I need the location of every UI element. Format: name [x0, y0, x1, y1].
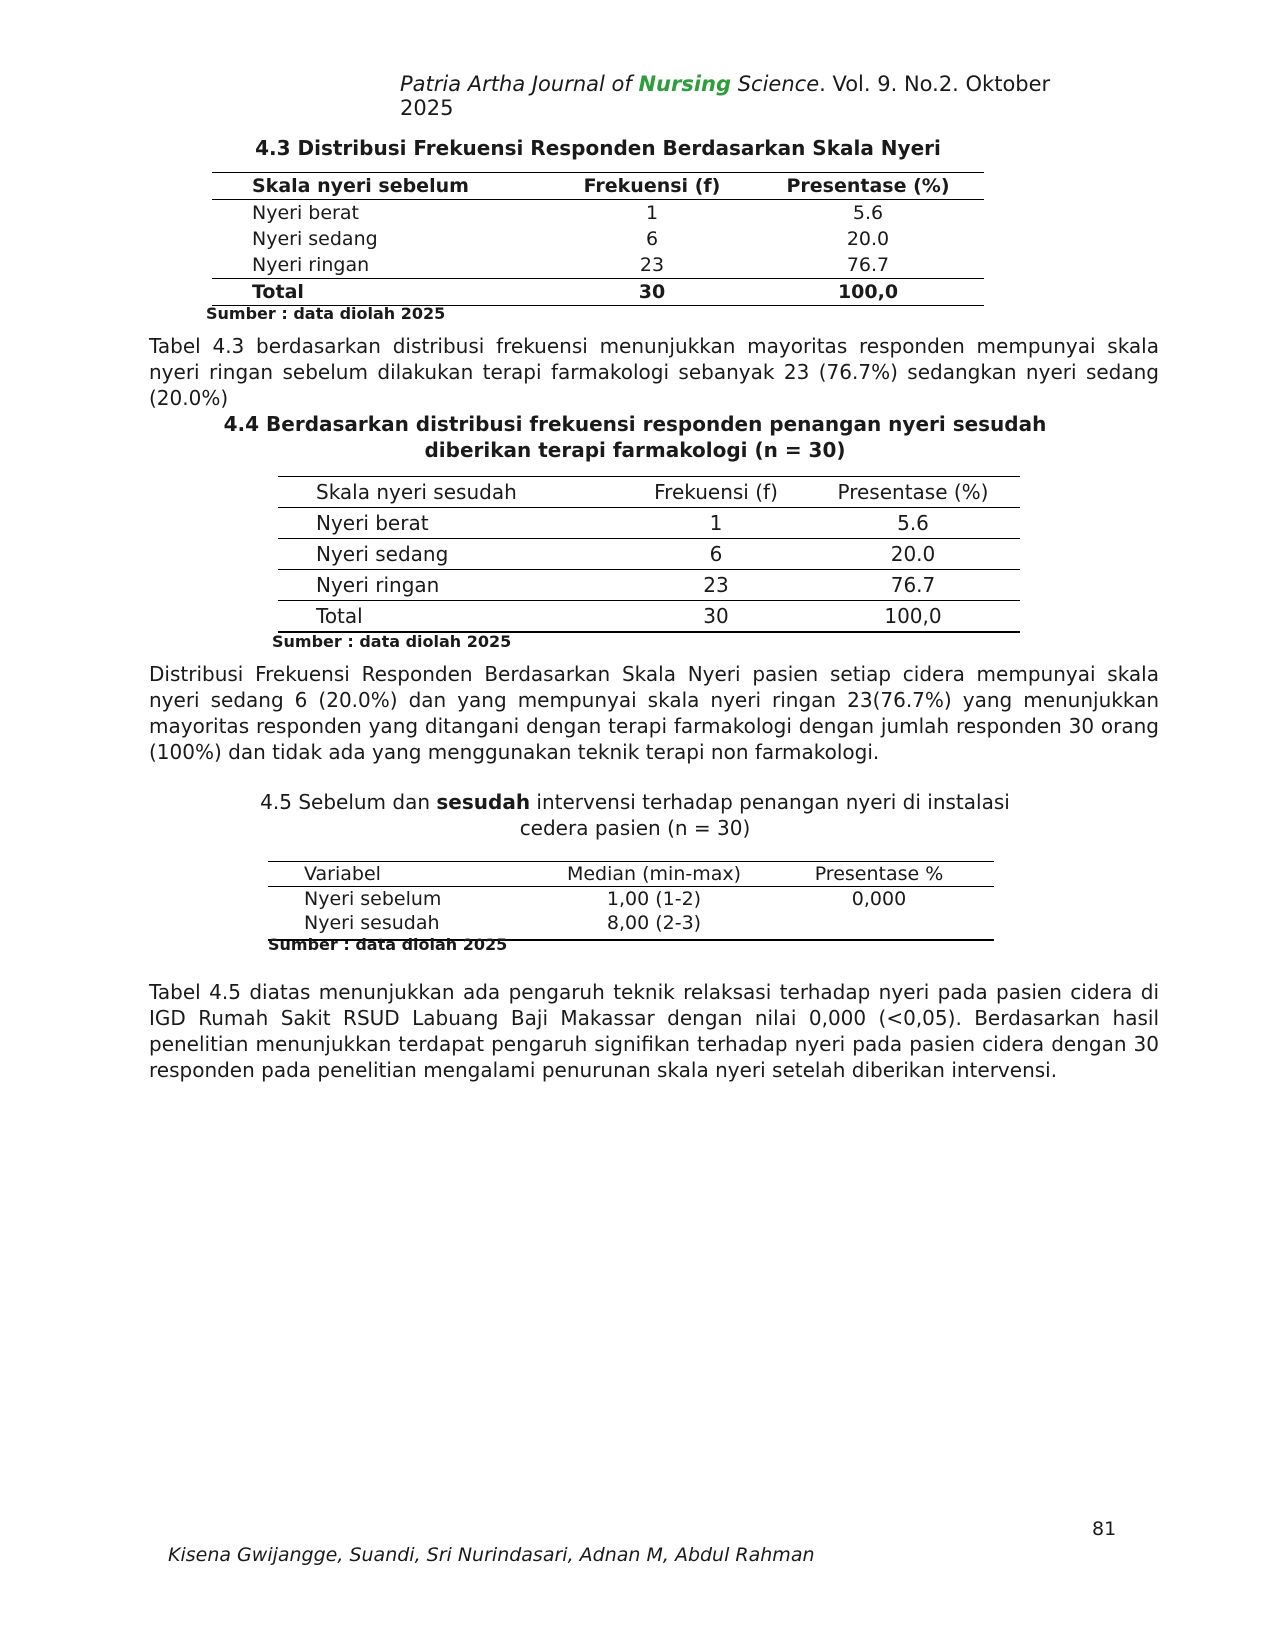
- caption-text: intervensi terhadap penangan nyeri di instalasi: [530, 790, 1010, 814]
- table-cell: Nyeri berat: [278, 508, 626, 539]
- table-row: [212, 252, 984, 279]
- page-number: 81: [1092, 1518, 1117, 1540]
- table-cell: Nyeri sesudah: [268, 911, 544, 940]
- table3-caption-line1: [200, 790, 1070, 814]
- caption-text: 4.5 Sebelum dan: [260, 790, 437, 814]
- table-cell: 100,0: [806, 601, 1020, 633]
- table-cell: 20.0: [846, 228, 890, 250]
- journal-name-prefix: Patria Artha Journal of: [400, 72, 639, 96]
- table-header-cell: Frekuensi (f): [552, 173, 752, 200]
- table1-caption: 4.3 Distribusi Frekuensi Responden Berdasarkan Skala Nyeri: [255, 136, 941, 160]
- table-total-row: [278, 601, 1020, 633]
- table-cell: 6: [645, 228, 659, 250]
- table-cell: 1: [626, 508, 806, 539]
- table-header-cell: Presentase (%): [806, 477, 1020, 508]
- table-row: [278, 539, 1020, 570]
- caption-bold-text: sesudah: [436, 790, 531, 814]
- table-header-cell: Median (min-max): [544, 862, 764, 887]
- table2-caption-line2: diberikan terapi farmakologi (n = 30): [424, 438, 846, 462]
- table-cell: Total: [212, 279, 552, 306]
- table-cell: 20.0: [806, 539, 1020, 570]
- table-cell: Nyeri ringan: [252, 254, 370, 276]
- table3-source: Sumber : data diolah 2025: [268, 935, 508, 954]
- table-cell: 6: [626, 539, 806, 570]
- table-row: [212, 226, 984, 252]
- author-footer: Kisena Gwijangge, Suandi, Sri Nurindasari, Adnan M, Abdul Rahman: [168, 1544, 815, 1566]
- table-cell: Nyeri sedang: [278, 539, 626, 570]
- table-cell: 76.7: [806, 570, 1020, 601]
- table-cell: 5.6: [806, 508, 1020, 539]
- table-header-row: [268, 862, 994, 887]
- paragraph-text: Tabel 4.3 berdasarkan distribusi frekuensi menunjukkan mayoritas responden mempunyai skala nyeri ringan sebelum dilakukan terapi farmakologi sebanyak 23 (76.7%) sedangkan nyeri sedang (20.0%): [149, 334, 1159, 410]
- table1: [212, 172, 984, 306]
- table-cell: Nyeri sedang: [252, 228, 378, 250]
- table-total-row: [212, 279, 984, 306]
- table-cell: Total: [278, 601, 626, 633]
- table-header-cell: Presentase %: [764, 862, 994, 887]
- table-cell: 23: [626, 570, 806, 601]
- table-row: [278, 570, 1020, 601]
- table-header-row: [278, 477, 1020, 508]
- table-cell: Nyeri ringan: [278, 570, 626, 601]
- table-header-row: [212, 173, 984, 200]
- table-cell: 76.7: [846, 254, 890, 276]
- table3: [268, 861, 994, 941]
- table3-caption-line2: cedera pasien (n = 30): [519, 816, 751, 840]
- table-header-cell: Variabel: [268, 862, 544, 887]
- paragraph-text: Tabel 4.5 diatas menunjukkan ada pengaruh teknik relaksasi terhadap nyeri pada pasien cidera di IGD Rumah Sakit RSUD Labuang Baji Makassar dengan nilai 0,000 (<0,05). Berdasarkan hasil penelitian menunjukkan terdapat pengaruh signifikan terhadap nyeri pada pasien cidera dengan 30 responden pada penelitian mengalami penurunan skala nyeri setelah diberikan intervensi.: [149, 980, 1159, 1082]
- paragraph-2: [149, 661, 1159, 765]
- table-cell: 30: [626, 601, 806, 633]
- table-cell: 0,000: [851, 888, 907, 910]
- table-cell: 8,00 (2-3): [544, 911, 764, 940]
- table-cell: [764, 911, 994, 940]
- journal-header: [400, 72, 1100, 120]
- paragraph-1: [149, 333, 1159, 411]
- paragraph-text: Distribusi Frekuensi Responden Berdasarkan Skala Nyeri pasien setiap cidera mempunyai skala nyeri sedang 6 (20.0%) dan yang mempunyai skala nyeri ringan 23(76.7%) yang menunjukkan mayoritas responden yang ditangani dengan terapi farmakologi dengan jumlah responden 30 orang (100%) dan tidak ada yang menggunakan teknik terapi non farmakologi.: [149, 662, 1159, 764]
- journal-volume: . Vol. 9. No.2. Oktober 2025: [400, 72, 1051, 120]
- table-row: [268, 887, 994, 912]
- table2-source: Sumber : data diolah 2025: [272, 632, 512, 651]
- table-header-cell: Presentase (%): [752, 173, 984, 200]
- table-row: [212, 200, 984, 227]
- table-header-cell: Skala nyeri sebelum: [212, 173, 552, 200]
- journal-name-highlight: Nursing: [638, 72, 732, 96]
- table1-source: Sumber : data diolah 2025: [206, 304, 446, 323]
- table-cell: 23: [639, 254, 665, 276]
- table-cell: 100,0: [752, 279, 984, 306]
- table-header-cell: Frekuensi (f): [626, 477, 806, 508]
- table-row: [278, 508, 1020, 539]
- journal-name-suffix: Science: [731, 72, 820, 96]
- table2-caption-line1: 4.4 Berdasarkan distribusi frekuensi responden penangan nyeri sesudah: [223, 412, 1047, 436]
- table-cell: Nyeri berat: [252, 202, 359, 224]
- table2: [278, 476, 1020, 633]
- paragraph-3: [149, 979, 1159, 1083]
- table-header-cell: Skala nyeri sesudah: [278, 477, 626, 508]
- table-cell: Nyeri sebelum: [304, 888, 442, 910]
- table-cell: 1,00 (1-2): [606, 888, 702, 910]
- table-cell: 1: [645, 202, 659, 224]
- table-cell: 5.6: [852, 202, 884, 224]
- table-cell: 30: [552, 279, 752, 306]
